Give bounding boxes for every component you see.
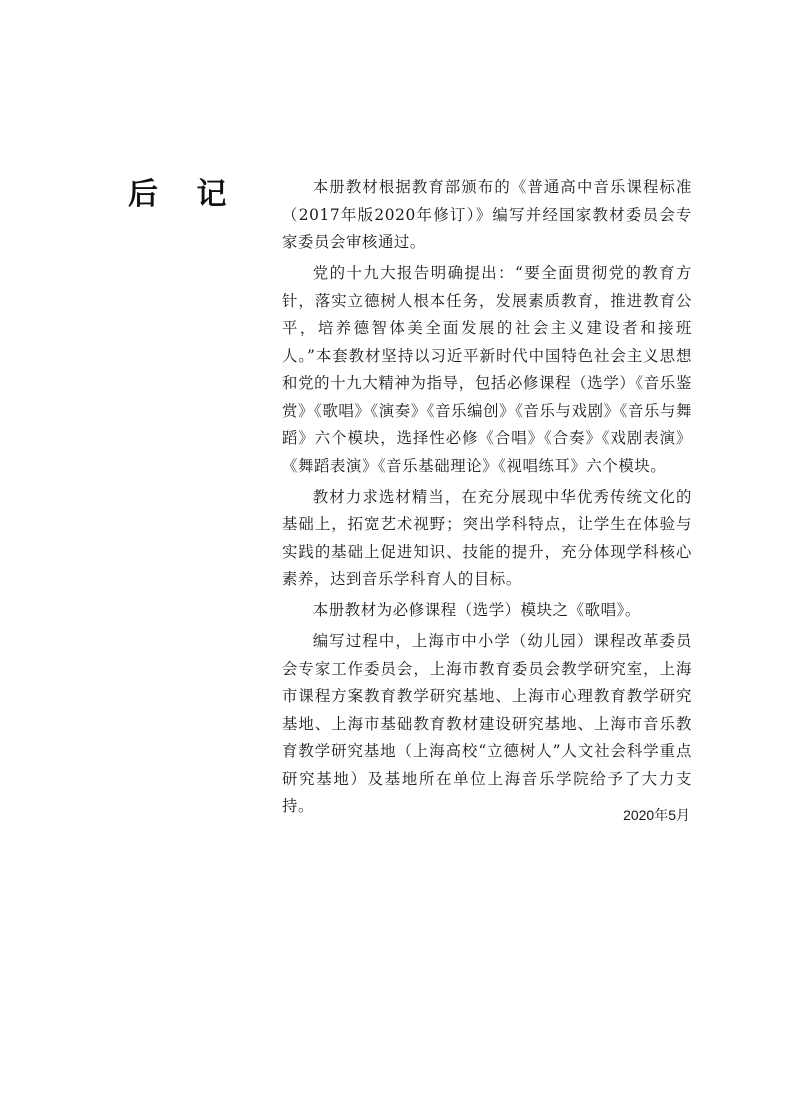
paragraph-education-policy: 党的十九大报告明确提出：“要全面贯彻党的教育方针，落实立德树人根本任务，发展素质教育，推进教育公平，培养德智体美全面发展的社会主义建设者和接班人。”本套教材坚持以习近平新时代中国特色社会主义思想和党的十九大精神为指导，包括必修课程（选学）《音乐鉴赏》《歌唱》《演奏》《音乐编创》《音乐与戏剧》《音乐与舞蹈》六个模块，选择性必修《合唱》《合奏》《戏剧表演》《舞蹈表演》《音乐基础理论》《视唱练耳》六个模块。	[282, 264, 692, 475]
postscript-body	[282, 174, 692, 821]
page-title: 后 记	[128, 177, 241, 212]
paragraph-material-goals: 教材力求选材精当，在充分展现中华优秀传统文化的基础上，拓宽艺术视野；突出学科特点，让学生在体验与实践的基础上促进知识、技能的提升，充分体现学科核心素养，达到音乐学科育人的目标。	[282, 487, 692, 588]
paragraph-acknowledgements: 编写过程中，上海市中小学（幼儿园）课程改革委员会专家工作委员会，上海市教育委员会教学研究室，上海市课程方案教育教学研究基地、上海市心理教育教学研究基地、上海市基础教育教材建设研究基地、上海市音乐教育教学研究基地（上海高校“立德树人”人文社会科学重点研究基地）及基地所在单位上海音乐学院给予了大力支持。	[282, 632, 692, 815]
paragraph-curriculum-standard: 本册教材根据教育部颁布的《普通高中音乐课程标准（2017年版2020年修订）》编写并经国家教材委员会专家委员会审核通过。	[282, 178, 692, 251]
publication-date: 2020年5月	[623, 807, 690, 823]
paragraph-module-note: 本册教材为必修课程（选学）模块之《歌唱》。	[312, 601, 641, 619]
